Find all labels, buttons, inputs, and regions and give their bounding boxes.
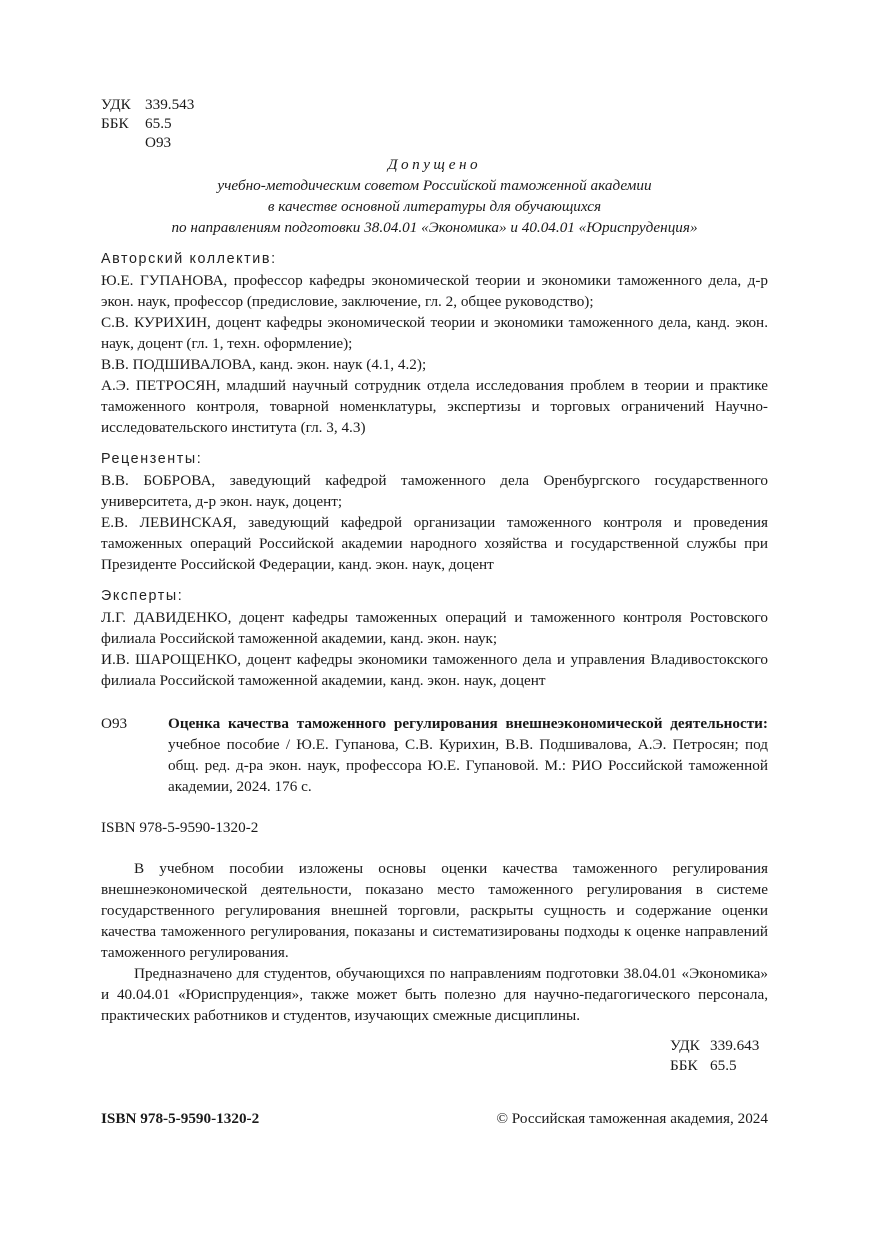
bbk-label: ББК [670,1057,698,1074]
authors-heading: Авторский коллектив: [101,251,277,267]
author-entry: Ю.Е. ГУПАНОВА, профессор кафедры экономической теории и экономики таможенного дела, д-р экон. наук, профессор (предисловие, заключение, гл. 2, общее руководство); [101,272,768,310]
bbk-value: 65.5 [710,1057,737,1074]
annotation [101,858,768,1026]
approval-heading: Допущено [387,156,482,173]
annotation-paragraph: В учебном пособии изложены основы оценки качества таможенного регулирования внешнеэкономической деятельности, показано место таможенного регулирования в системе государственного регулирования внешней торговли, раскрыты сущность и содержание оценки качества таможенного регулирования, показаны и систематизированы подходы к оценке направлений таможенного регулирования. [101,860,768,961]
approval-block [101,154,768,238]
expert-entry: И.В. ШАРОЩЕНКО, доцент кафедры экономики таможенного дела и управления Владивостокского филиала Российской таможенной академии, канд. экон. наук, доцент [101,651,768,689]
approval-line: в качестве основной литературы для обучающихся [267,198,602,215]
author-entry: А.Э. ПЕТРОСЯН, младший научный сотрудник отдела исследования проблем в теории и практике таможенного контроля, товарной номенклатуры, экспертизы и торговых ограничений Научно-исследовательского института (гл. 3, 4.3) [101,377,768,436]
udk-value: 339.643 [710,1037,760,1054]
bottom-classification-codes [670,1036,768,1076]
bbk-value: 65.5 [145,115,172,132]
biblio-text [168,713,768,797]
annotation-paragraph: Предназначено для студентов, обучающихся по направлениям подготовки 38.04.01 «Экономика» и 40.04.01 «Юриспруденция», также может быть полезно для научно-педагогического персонала, практических работников и студентов, изучающих смежные дисциплины. [101,965,768,1024]
document-page [101,95,768,1129]
udk-label: УДК [101,96,131,113]
copyright: © Российская таможенная академия, 2024 [496,1110,768,1127]
udk-value: 339.543 [145,96,195,113]
bbk-label: ББК [101,115,129,132]
expert-entry: Л.Г. ДАВИДЕНКО, доцент кафедры таможенных операций и таможенного контроля Ростовского филиала Российской таможенной академии, канд. экон. наук; [101,609,768,647]
biblio-details: учебное пособие / Ю.Е. Гупанова, С.В. Курихин, В.В. Подшивалова, А.Э. Петросян; под общ. ред. д-ра экон. наук, профессора Ю.Е. Гупановой. М.: РИО Российской таможенной академии, 2024. 176 с. [168,736,768,795]
classification-codes [101,95,768,152]
biblio-code: О93 [101,715,128,732]
author-entry: С.В. КУРИХИН, доцент кафедры экономической теории и экономики таможенного дела, канд. экон. наук, доцент (гл. 1, техн. оформление); [101,314,768,352]
book-title: Оценка качества таможенного регулирования внешнеэкономической деятельности: [168,715,768,732]
footer [101,1108,768,1129]
reviewer-entry: В.В. БОБРОВА, заведующий кафедрой таможенного дела Оренбургского государственного университета, д-р экон. наук, доцент; [101,472,768,510]
footer-isbn: ISBN 978-5-9590-1320-2 [101,1110,260,1127]
udk-label: УДК [670,1037,700,1054]
reviewer-entry: Е.В. ЛЕВИНСКАЯ, заведующий кафедрой организации таможенного контроля и проведения таможенных операций Российской академии народного хозяйства и государственной службы при Президенте Российской Федерации, канд. экон. наук, доцент [101,514,768,573]
approval-line: по направлениям подготовки 38.04.01 «Экономика» и 40.04.01 «Юриспруденция» [171,219,698,236]
bibliographic-record [101,713,768,797]
reviewers-heading: Рецензенты: [101,451,203,467]
isbn-line: ISBN 978-5-9590-1320-2 [101,819,259,836]
author-mark: О93 [145,134,172,151]
approval-line: учебно-методическим советом Российской таможенной академии [217,177,652,194]
author-entry: В.В. ПОДШИВАЛОВА, канд. экон. наук (4.1, 4.2); [101,356,427,373]
experts-heading: Эксперты: [101,588,184,604]
